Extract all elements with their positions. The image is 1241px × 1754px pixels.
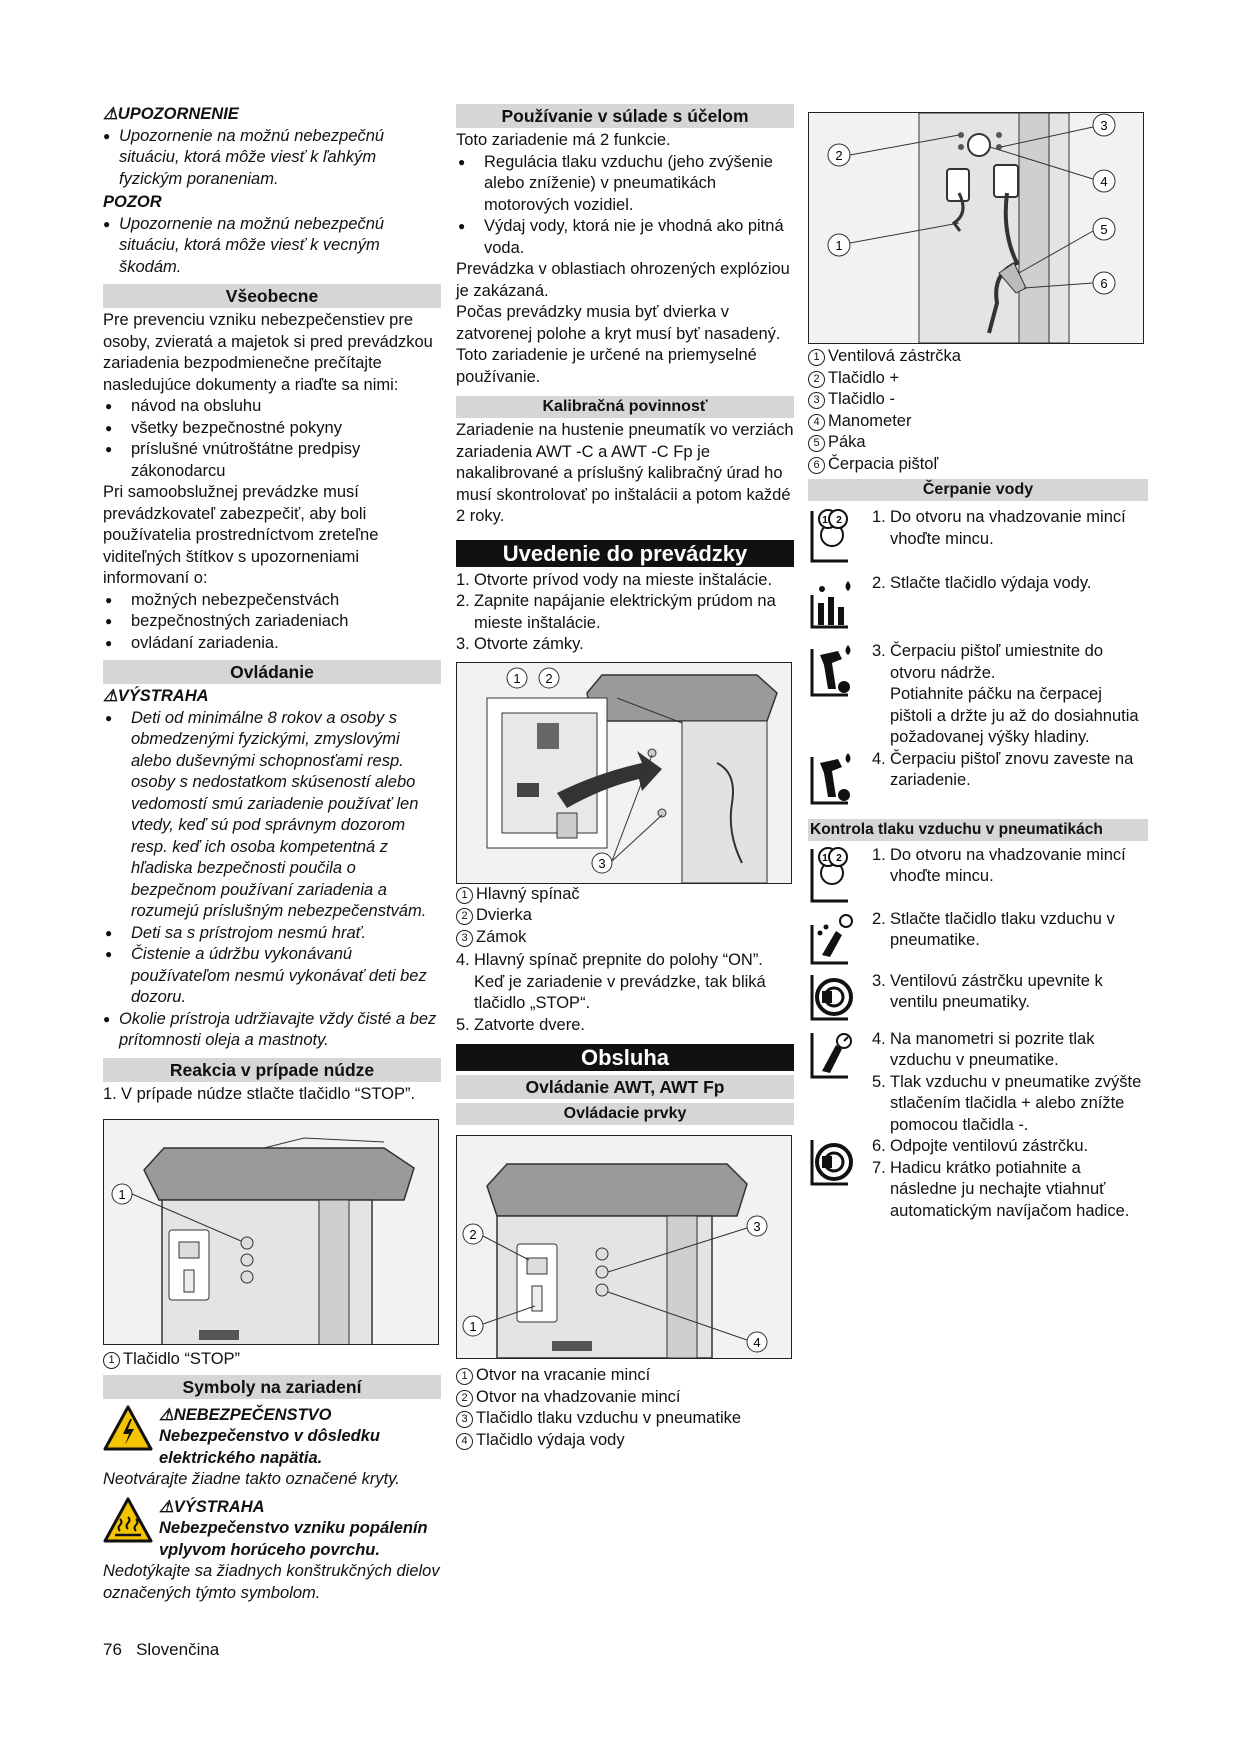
- fig4-caption: 1 Ventilová zástrčka: [808, 346, 1148, 368]
- pouzivanie-heading: Používanie v súlade s účelom: [456, 104, 794, 128]
- svg-text:1: 1: [118, 1187, 126, 1202]
- vseobecne-heading: Všeobecne: [103, 284, 441, 308]
- svg-text:6: 6: [1100, 276, 1108, 291]
- vseobecne-item: ● príslušné vnútroštátne predpisy zákonodarcu: [103, 439, 441, 482]
- samoobsluha-item: ● bezpečnostných zariadeniach: [103, 611, 441, 633]
- vseobecne-item: ● návod na obsluhu: [103, 396, 441, 418]
- fig3-caption: 3 Tlačidlo tlaku vzduchu v pneumatike: [456, 1408, 794, 1430]
- svg-text:3: 3: [598, 855, 606, 871]
- air-button-icon: [808, 909, 858, 965]
- pouzivanie-p1: Prevádzka v oblastiach ohrozených explóziou je zakázaná.: [456, 260, 790, 300]
- svg-text:2: 2: [836, 515, 842, 526]
- vystraha-title: ⚠VÝSTRAHA: [103, 687, 209, 705]
- pouzivanie-p3: Toto zariadenie je určené na priemyselné používanie.: [456, 346, 757, 386]
- danger-bold: Nebezpečenstvo v dôsledku elektrického napätia.: [159, 1427, 380, 1467]
- upozornenie-text: ● Upozornenie na možnú nebezpečnú situáciu, ktorá môže viesť k ľahkým fyzickým poraneniam.: [103, 126, 441, 191]
- svg-text:3: 3: [753, 1219, 761, 1234]
- cerpanie-step: 3. Čerpaciu pištoľ umiestnite do otvoru nádrže. Potiahnite páčku na čerpacej pištoli a držte ju až do dosiahnutia požadovanej výšky hladiny.: [808, 641, 1148, 749]
- cerpanie-step: 1 2 1. Do otvoru na vhadzovanie mincí vhoďte mincu.: [808, 507, 1148, 563]
- uvedenie-step: 5. Zatvorte dvere.: [456, 1015, 585, 1034]
- ovladacie-prvky-heading: Ovládacie prvky: [456, 1103, 794, 1125]
- stop-button-figure: [103, 1119, 439, 1345]
- uvedenie-step: 3. Otvorte zámky.: [456, 635, 584, 653]
- uvedenie-step: 4. Hlavný spínač prepnite do polohy “ON”. Keď je zariadenie v prevádzke, tak bliká tlačidlo „STOP“.: [456, 951, 766, 1012]
- column-right: [808, 104, 1148, 1222]
- svg-text:4: 4: [753, 1335, 761, 1350]
- obsluha-heading: Obsluha: [456, 1044, 794, 1071]
- samoobsluha-text: Pri samoobslužnej prevádzke musí prevádzkovateľ zabezpečiť, aby boli používatelia prostredníctvom zreteľne viditeľných štítkov s upozorneniami informovaní o:: [103, 483, 379, 587]
- water-button-icon: [808, 573, 858, 629]
- svg-text:5: 5: [1100, 222, 1108, 237]
- svg-text:2: 2: [469, 1227, 477, 1242]
- samoobsluha-item: ● možných nebezpečenstvách: [103, 590, 441, 612]
- pozor-title: POZOR: [103, 193, 162, 211]
- pouzivanie-item: ● Regulácia tlaku vzduchu (jeho zvýšenie alebo zníženie) v pneumatikách motorových vozidiel.: [456, 152, 794, 217]
- vseobecne-item: ● všetky bezpečnostné pokyny: [103, 418, 441, 440]
- fig4-caption: 6 Čerpacia pištoľ: [808, 454, 1148, 476]
- fig4-caption: 5 Páka: [808, 432, 1148, 454]
- fig4-caption: 3 Tlačidlo -: [808, 389, 1148, 411]
- svg-text:2: 2: [835, 148, 843, 163]
- coin-insert-icon: [808, 507, 858, 563]
- fig3-caption: 1 Otvor na vracanie mincí: [456, 1365, 794, 1387]
- kontrola-heading: Kontrola tlaku vzduchu v pneumatikách: [808, 819, 1148, 841]
- pouzivanie-intro: Toto zariadenie má 2 funkcie.: [456, 131, 671, 149]
- controls-figure: [456, 1135, 792, 1359]
- samoobsluha-item: ● ovládaní zariadenia.: [103, 633, 441, 655]
- pump-figure: [808, 112, 1144, 344]
- pouzivanie-item: ● Výdaj vody, ktorá nie je vhodná ako pitná voda.: [456, 216, 794, 259]
- kontrola-step: 6. Odpojte ventilovú zástrčku. 7. Hadicu krátko potiahnite a následne ju nechajte vtiahnuť automatickým navíjačom hadice.: [808, 1136, 1148, 1222]
- vystraha-item: ● Deti od minimálne 8 rokov a osoby s obmedzenými fyzickými, zmyslovými alebo duševnými schopnosťami resp. osoby s nedostatkom skúseností alebo vedomostí smú zariadenie používať len vtedy, keď sú pod správnym dozorom resp. keď ich osoba kompetentná z hľadiska bezpečnosti poučila o bezpečnom používaní zariadenia a rozumejú príslušným nebezpečenstvám.: [103, 708, 441, 923]
- manometer-icon: [808, 1029, 858, 1081]
- reakcia-step: 1. V prípade núdze stlačte tlačidlo “STOP”.: [103, 1084, 416, 1103]
- svg-text:1: 1: [835, 238, 843, 253]
- fig3-caption: 4 Tlačidlo výdaja vody: [456, 1430, 794, 1452]
- kontrola-step: 4. Na manometri si pozrite tlak vzduchu v pneumatike. 5. Tlak vzduchu v pneumatike zvýšte stlačením tlačidla + alebo znížte pomocou tlačidla -.: [808, 1029, 1148, 1137]
- kalibracna-heading: Kalibračná povinnosť: [456, 396, 794, 418]
- coin-insert-icon: [808, 845, 858, 903]
- fig2-caption: 2 Dvierka: [456, 905, 794, 927]
- page-footer: [103, 1640, 219, 1660]
- hot-title: ⚠VÝSTRAHA: [159, 1497, 265, 1516]
- svg-text:2: 2: [545, 670, 553, 686]
- ovladanie-heading: Ovládanie: [103, 660, 441, 684]
- kontrola-step: 2. Stlačte tlačidlo tlaku vzduchu v pneumatike.: [808, 909, 1148, 965]
- valve-unplug-icon: [808, 1136, 858, 1188]
- svg-text:3: 3: [1100, 118, 1108, 133]
- page-number: 76: [103, 1640, 122, 1659]
- danger-block: [103, 1405, 441, 1470]
- footer-language: Slovenčina: [136, 1640, 220, 1659]
- uvedenie-step: 1. Otvorte prívod vody na mieste inštalácie.: [456, 570, 773, 589]
- column-middle: [456, 104, 794, 1451]
- hot-surface-block: [103, 1497, 441, 1562]
- vystraha-item: ● Čistenie a údržbu vykonávanú používateľom nesmú vykonávať deti bez dozoru.: [103, 944, 441, 1009]
- svg-text:1: 1: [513, 670, 521, 686]
- svg-text:1: 1: [469, 1319, 477, 1334]
- nozzle-hang-icon: [808, 749, 858, 805]
- reakcia-heading: Reakcia v prípade núdze: [103, 1058, 441, 1082]
- pouzivanie-p2: Počas prevádzky musia byť dvierka v zatvorenej polohe a kryt musí byť nasadený.: [456, 303, 781, 343]
- symboly-heading: Symboly na zariadení: [103, 1375, 441, 1399]
- cerpanie-step: 4. Čerpaciu pištoľ znovu zaveste na zariadenie.: [808, 749, 1148, 805]
- vystraha-item: ● Deti sa s prístrojom nesmú hrať.: [103, 923, 441, 945]
- electric-hazard-icon: [103, 1405, 153, 1451]
- kontrola-step: 1 2 1. Do otvoru na vhadzovanie mincí vhoďte mincu.: [808, 845, 1148, 903]
- svg-text:2: 2: [836, 852, 842, 864]
- hot-surface-icon: [103, 1497, 153, 1543]
- hot-text: Nedotýkajte sa žiadnych konštrukčných dielov označených týmto symbolom.: [103, 1562, 440, 1602]
- cerpanie-step: 2. Stlačte tlačidlo výdaja vody.: [808, 573, 1148, 629]
- ovladanie-awt-heading: Ovládanie AWT, AWT Fp: [456, 1075, 794, 1099]
- fig2-caption: 1 Hlavný spínač: [456, 884, 794, 906]
- svg-text:1: 1: [822, 852, 828, 864]
- cerpanie-step-sub: Potiahnite páčku na čerpacej pištoli a držte ju až do dosiahnutia požadovanej výšky hladiny.: [890, 685, 1139, 746]
- fig4-caption: 4 Manometer: [808, 411, 1148, 433]
- danger-text: Neotvárajte žiadne takto označené kryty.: [103, 1470, 400, 1488]
- hot-bold: Nebezpečenstvo vzniku popálenín vplyvom horúceho povrchu.: [159, 1519, 428, 1559]
- vseobecne-text: Pre prevenciu vzniku nebezpečenstiev pre osoby, zvieratá a majetok si pred prevádzkou zariadenia bezpodmienečne prečítajte nasledujúce dokumenty a riaďte sa nimi:: [103, 311, 433, 394]
- fig4-caption: 2 Tlačidlo +: [808, 368, 1148, 390]
- pozor-text: ● Upozornenie na možnú nebezpečnú situáciu, ktorá môže viesť k vecným škodám.: [103, 214, 441, 279]
- valve-plug-icon: [808, 971, 858, 1023]
- uvedenie-heading: Uvedenie do prevádzky: [456, 540, 794, 567]
- svg-text:1: 1: [822, 515, 828, 526]
- stop-caption: 1 Tlačidlo “STOP”: [103, 1349, 441, 1371]
- kontrola-step: 3. Ventilovú zástrčku upevnite k ventilu pneumatiky.: [808, 971, 1148, 1023]
- danger-title: ⚠NEBEZPEČENSTVO: [159, 1405, 332, 1424]
- cerpanie-heading: Čerpanie vody: [808, 479, 1148, 501]
- fig2-caption: 3 Zámok: [456, 927, 794, 949]
- nozzle-insert-icon: [808, 641, 858, 697]
- main-switch-figure: [456, 662, 792, 884]
- okolie-text: ● Okolie prístroja udržiavajte vždy čisté a bez prítomnosti oleja a mastnoty.: [103, 1009, 441, 1052]
- upozornenie-title: ⚠UPOZORNENIE: [103, 105, 239, 123]
- column-left: [103, 104, 441, 1604]
- uvedenie-step: 2. Zapnite napájanie elektrickým prúdom na mieste inštalácie.: [456, 592, 776, 632]
- svg-text:4: 4: [1100, 174, 1108, 189]
- fig3-caption: 2 Otvor na vhadzovanie mincí: [456, 1387, 794, 1409]
- kalibracna-text: Zariadenie na hustenie pneumatík vo verziách zariadenia AWT -C a AWT -C Fp je nakalibrované a príslušný kalibračný úrad ho musí skontrolovať po inštalácii a potom každé 2 roky.: [456, 421, 794, 525]
